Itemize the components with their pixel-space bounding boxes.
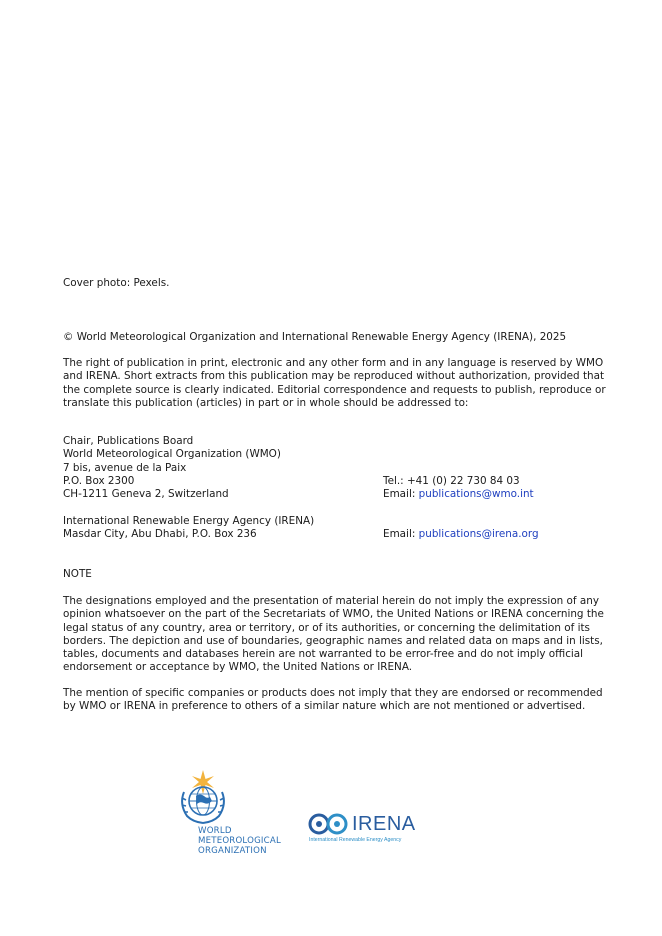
address-line: International Renewable Energy Agency (IRENA) <box>63 515 315 527</box>
rights-line: and IRENA. Short extracts from this publication may be reproduced without authorization, provided that <box>63 370 605 383</box>
irena-email-link[interactable]: publications@irena.org <box>418 528 539 540</box>
note-heading: NOTE <box>63 568 92 580</box>
email-label: Email: <box>383 528 419 540</box>
note-line: legal status of any country, area or territory, or of its authorities, or concerning the delimitation of its <box>63 621 590 634</box>
note-line: borders. The depiction and use of boundaries, geographic names and related data on maps and in lists, <box>63 634 603 647</box>
address-line: Masdar City, Abu Dhabi, P.O. Box 236 <box>63 528 257 541</box>
rights-paragraph <box>63 357 606 410</box>
note-line: The designations employed and the presentation of material herein do not imply the expression of any <box>63 595 599 607</box>
address-line: P.O. Box 2300 <box>63 474 135 487</box>
irena-logo-word: IRENA <box>352 813 416 835</box>
wmo-email-link[interactable]: publications@wmo.int <box>418 488 534 500</box>
irena-logo-tagline: International Renewable Energy Agency <box>309 837 402 843</box>
wmo-telephone: Tel.: +41 (0) 22 730 84 03 <box>383 475 520 487</box>
cover-photo-credit: Cover photo: Pexels. <box>63 277 170 289</box>
rights-line: The right of publication in print, electronic and any other form and in any language is reserved by WMO <box>63 357 604 369</box>
rights-line: translate this publication (articles) in part or in whole should be addressed to: <box>63 396 469 409</box>
mention-paragraph <box>63 687 603 714</box>
wmo-logo-text <box>198 826 281 857</box>
mention-line: The mention of specific companies or products does not imply that they are endorsed or recommended <box>63 687 603 699</box>
mention-line: by WMO or IRENA in preference to others of a similar nature which are not mentioned or advertised. <box>63 700 586 713</box>
note-line: endorsement or acceptance by WMO, the United Nations or IRENA. <box>63 661 413 674</box>
wmo-logo-line: ORGANIZATION <box>198 846 267 857</box>
irena-email <box>383 528 539 541</box>
irena-address <box>63 515 314 542</box>
address-line: CH-1211 Geneva 2, Switzerland <box>63 488 229 501</box>
email-label: Email: <box>383 488 419 500</box>
wmo-emblem-icon <box>176 770 230 826</box>
wmo-email <box>383 488 534 501</box>
note-line: opinion whatsoever on the part of the Secretariats of WMO, the United Nations or IRENA concerning the <box>63 608 604 621</box>
wmo-address <box>63 435 281 501</box>
address-line: Chair, Publications Board <box>63 435 194 447</box>
address-line: World Meteorological Organization (WMO) <box>63 448 281 461</box>
note-line: tables, documents and databases herein are not warranted to be error-free and do not imply official <box>63 648 584 661</box>
address-line: 7 bis, avenue de la Paix <box>63 461 187 474</box>
irena-symbol-icon <box>308 813 352 835</box>
rights-line: the complete source is clearly indicated. Editorial correspondence and requests to publish, reproduce or <box>63 383 606 396</box>
note-paragraph <box>63 595 604 675</box>
copyright-notice: © World Meteorological Organization and International Renewable Energy Agency (IRENA), 2025 <box>63 331 567 343</box>
wmo-logo-line: METEOROLOGICAL <box>198 836 281 847</box>
wmo-logo-line: WORLD <box>198 826 232 836</box>
